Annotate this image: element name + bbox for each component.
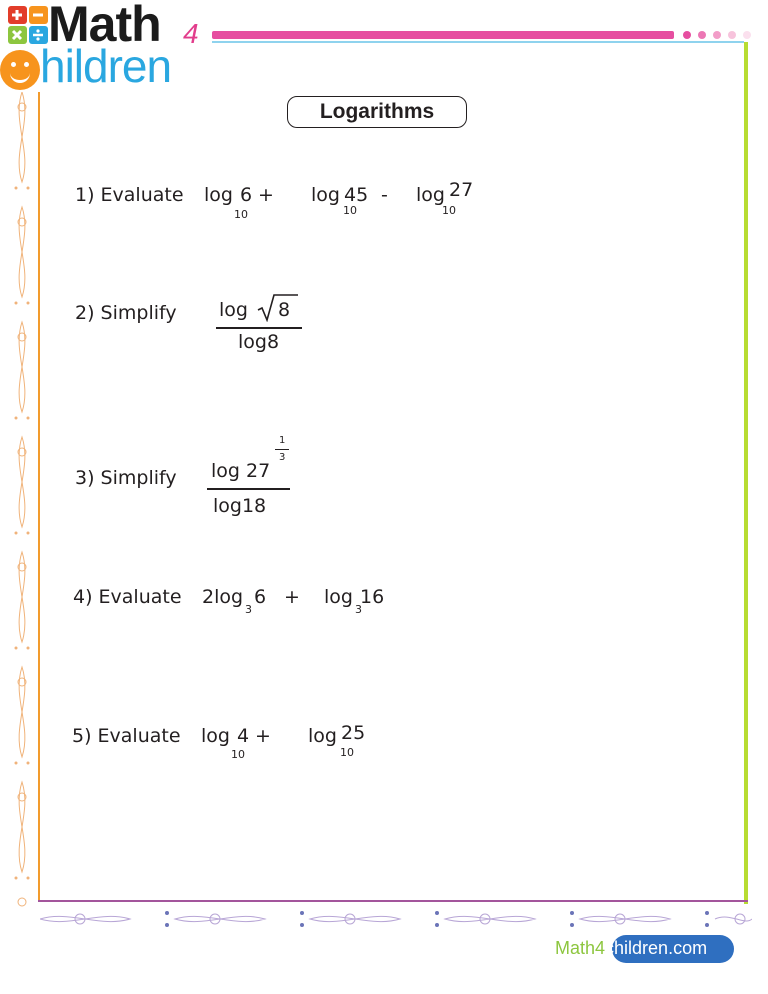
q2-label: 2) Simplify <box>75 302 177 324</box>
logo-math-text: Math <box>48 0 161 52</box>
q2-fraction-bar <box>216 327 302 329</box>
footer-link[interactable] <box>555 936 707 960</box>
q5-arg-1: 4 <box>237 725 250 747</box>
logo-children-text: hildren <box>40 40 172 92</box>
q5-log-2: log <box>308 725 337 747</box>
q1-op-2: - <box>381 184 388 206</box>
q4-arg-1: 6 <box>254 586 267 608</box>
q1-arg-2: 45 <box>344 184 369 206</box>
q2-denominator: log8 <box>238 331 280 353</box>
q3-exponent-bar <box>275 449 289 450</box>
q5-op: + <box>255 725 271 747</box>
q1-base-1: 10 <box>234 208 248 221</box>
header-pink-bar <box>212 31 674 39</box>
q2-numerator-log: log <box>219 299 248 321</box>
frame-left-line <box>38 92 40 900</box>
frame-right-line <box>744 42 748 904</box>
q5-base-1: 10 <box>231 748 245 761</box>
q5-arg-2: 25 <box>341 722 366 744</box>
bottom-border-ornament <box>40 906 752 932</box>
q1-log-1: log <box>204 184 233 206</box>
q1-log-3: log <box>416 184 445 206</box>
header-dot <box>683 31 691 39</box>
left-border-ornament <box>8 92 36 912</box>
q3-fraction-bar <box>207 488 290 490</box>
q4-log-2: log <box>324 586 353 608</box>
header-dot <box>713 31 721 39</box>
q1-base-2: 10 <box>343 204 357 217</box>
q4-base-2: 3 <box>355 603 362 616</box>
header-dot <box>728 31 736 39</box>
q4-log-1: 2log <box>202 586 244 608</box>
q3-label: 3) Simplify <box>75 467 177 489</box>
footer-link-part2: children.com <box>605 938 708 958</box>
q4-arg-2: 16 <box>360 586 385 608</box>
q1-log-2: log <box>311 184 340 206</box>
logo-digit: 4 <box>183 18 199 49</box>
q5-log-1: log <box>201 725 230 747</box>
q3-denominator: log18 <box>213 495 267 517</box>
frame-bottom-line <box>38 900 748 902</box>
header-dot <box>698 31 706 39</box>
q5-base-2: 10 <box>340 746 354 759</box>
logo-smiley-icon <box>0 50 40 90</box>
q3-exponent-denominator: 3 <box>279 452 286 463</box>
q4-label: 4) Evaluate <box>73 586 182 608</box>
q2-radicand: 8 <box>278 299 291 321</box>
q1-arg-3: 27 <box>449 179 474 201</box>
q1-label: 1) Evaluate <box>75 184 184 206</box>
q4-op: + <box>284 586 300 608</box>
header-dot <box>743 31 751 39</box>
header-cyan-line <box>212 41 744 43</box>
q3-exponent-numerator: 1 <box>279 435 286 446</box>
footer-link-part1: Math4 <box>555 938 606 958</box>
q1-base-3: 10 <box>442 204 456 217</box>
q1-arg-1: 6 <box>240 184 253 206</box>
q4-base-1: 3 <box>245 603 252 616</box>
worksheet-title: Logarithms <box>287 96 467 128</box>
q5-label: 5) Evaluate <box>72 725 181 747</box>
q1-op-1: + <box>258 184 274 206</box>
q3-numerator: log 27 <box>211 460 271 482</box>
